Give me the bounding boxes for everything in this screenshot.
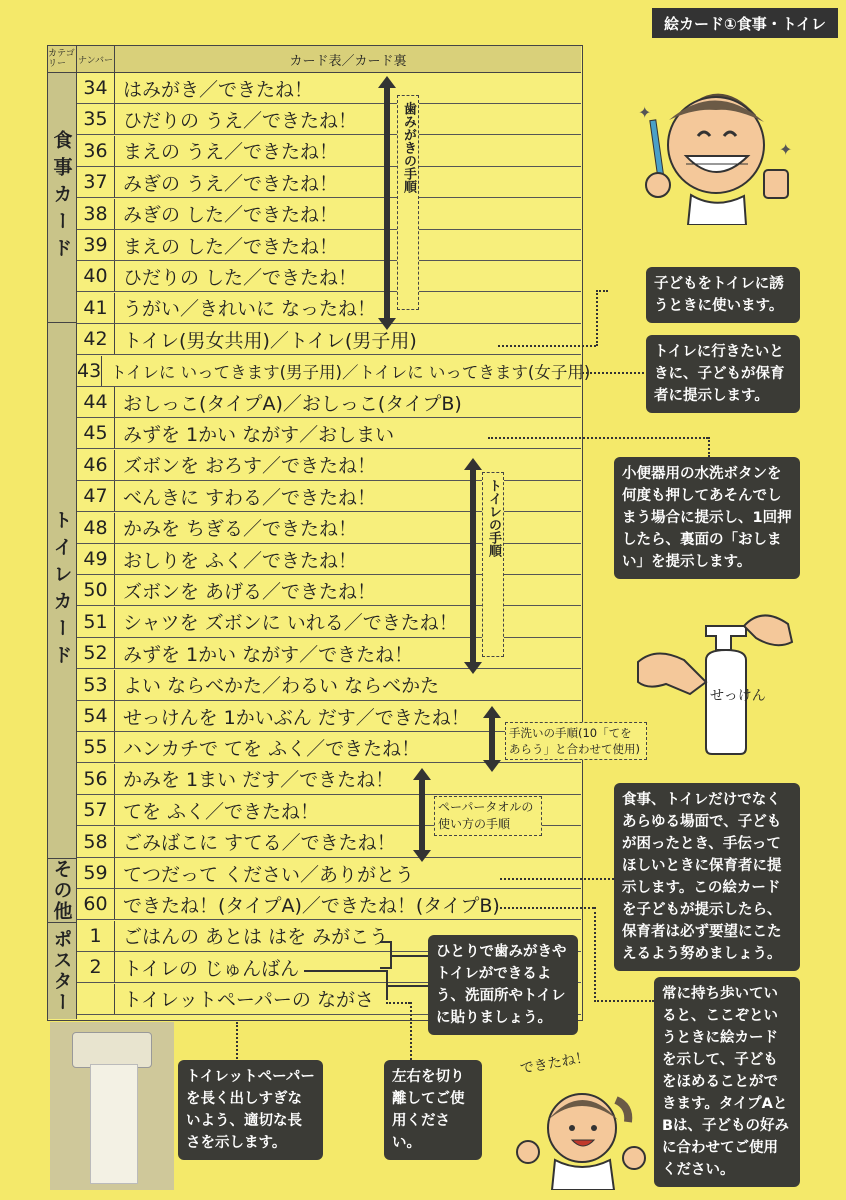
row-card-text: みずを 1かい ながす／おしまい [123,423,395,446]
row-number: 45 [77,418,115,448]
leader-line [594,907,596,1002]
row-card-text: トイレ(男女共用)／トイレ(男子用) [123,329,417,352]
row-card-text: トイレの じゅんばん [123,957,300,980]
row-card-text: ズボンを あげる／できたね！ [123,580,377,603]
table-row [77,356,591,387]
row-number: 34 [77,73,115,103]
row-number: 54 [77,701,115,731]
leader-line [488,437,708,439]
poster-bracket [380,941,392,969]
row-card-text: トイレに いってきます(男子用)／トイレに いってきます(女子用) [110,362,591,382]
row-card-text: ズボンを おろす／できたね！ [123,455,377,478]
paper-towel-arrow [419,774,425,854]
leader-line [498,345,596,347]
toilet-paper-photo [50,1022,174,1190]
svg-text:✦: ✦ [779,140,793,159]
girl-cheering-illustration [500,1040,650,1190]
row-card-text: できたね！(タイプA)／できたね！(タイプB) [123,894,500,917]
row-number: 35 [77,104,115,134]
row-number: 46 [77,450,115,480]
row-card-text: ハンカチで てを ふく／できたね！ [123,737,421,760]
category-poster: ポスター [48,923,77,1019]
table-row [77,136,581,167]
row-card-text: おしりを ふく／できたね！ [123,549,358,572]
row-card-text: トイレットペーパーの ながさ [123,989,374,1012]
note-paper-length: トイレットペーパーを長く出しすぎないよう、適切な長さを示します。 [178,1060,323,1160]
table-row [77,450,581,481]
girl-speech-text: できたね！ [518,1049,591,1078]
toilet-steps-label: トイレの手順 [482,472,504,657]
row-number: 47 [77,481,115,511]
row-number: 1 [77,921,115,951]
row-number: 38 [77,199,115,229]
table-row [77,324,581,355]
leader-line [594,1000,654,1002]
arrow-head-down [464,662,482,674]
row-card-text: てつだって ください／ありがとう [123,863,415,886]
category-other: その他 [48,859,77,923]
row-number: 43 [77,356,102,386]
leader-line [582,372,648,374]
arrow-head-down [413,850,431,862]
row-number: 37 [77,167,115,197]
poster-bracket-line [392,955,430,957]
table-row [77,607,581,638]
table-row [77,670,581,701]
soap-label: せっけん [710,688,766,704]
row-number: 58 [77,827,115,857]
brushing-arrow [384,82,390,322]
boy-brushing-illustration [636,60,796,225]
row-number: 50 [77,575,115,605]
arrow-head-up [464,458,482,470]
leader-line [386,1002,410,1004]
row-card-text: よい ならべかた／わるい ならべかた [123,675,440,698]
table-row [77,858,581,889]
row-number: 41 [77,293,115,323]
row-card-text: ごみばこに すてる／できたね！ [123,832,396,855]
note-cut-apart: 左右を切り離してご使用ください。 [384,1060,482,1160]
arrow-head-up [413,768,431,780]
row-number: 60 [77,889,115,919]
table-row [77,104,581,135]
table-row [77,418,581,449]
row-card-text: せっけんを 1かいぶん だす／できたね！ [123,706,470,729]
table-row [77,73,581,104]
svg-text:✦: ✦ [638,103,652,122]
table-row [77,481,581,512]
poster-bracket [304,970,388,1000]
poster-bracket-line [388,985,430,987]
row-card-text: べんきに すわる／できたね！ [123,486,377,509]
row-card-text: まえの した／できたね！ [123,235,339,258]
row-number: 44 [77,387,115,417]
leader-line [236,1022,238,1062]
brushing-steps-label: 歯みがきの手順 [397,95,419,310]
row-number: 39 [77,230,115,260]
row-card-text: てを ふく／できたね！ [123,800,320,823]
leader-line [596,290,598,346]
row-number: 36 [77,136,115,166]
row-number: 53 [77,670,115,700]
row-number: 2 [77,952,115,982]
arrow-head-up [378,76,396,88]
table-row [77,199,581,230]
paper-holder [72,1032,152,1068]
table-row [77,544,581,575]
soap-pump-illustration [636,606,796,756]
arrow-head-up [483,706,501,718]
note-toilet-invite: 子どもをトイレに誘うときに使います。 [646,267,800,323]
table-row [77,387,581,418]
table-row [77,513,581,544]
col-category-header: カテゴリー [48,46,77,73]
leader-line [496,907,594,909]
row-card-text: ごはんの あとは はを みがこう [123,926,389,949]
paper-strip [90,1064,138,1184]
row-card-text: みぎの した／できたね！ [123,204,339,227]
leader-line [410,1002,412,1060]
handwash-arrow [489,712,495,764]
table-row [77,638,581,669]
leader-line [596,290,608,292]
row-number: 48 [77,513,115,543]
arrow-head-down [378,318,396,330]
row-card-text: シャツを ズボンに いれる／できたね！ [123,612,458,635]
handwash-steps-label: 手洗いの手順(10「てを あらう」と合わせて使用) [505,722,647,760]
row-card-text: まえの うえ／できたね！ [123,141,339,164]
table-row [77,230,581,261]
table-row [77,575,581,606]
category-toilet: トイレカード [48,323,77,859]
paper-towel-steps-label: ペーパータオルの 使い方の手順 [434,796,542,836]
note-praise-card: 常に持ち歩いていると、ここぞというときに絵カードを示して、子どもをほめることができます。タイプAとBは、子どもの好みに合わせてご使用ください。 [654,977,800,1187]
table-row [77,261,581,292]
toilet-arrow [470,466,476,666]
row-number: 51 [77,607,115,637]
arrow-head-down [483,760,501,772]
row-number: 59 [77,858,115,888]
note-flush-button: 小便器用の水洗ボタンを何度も押してあそんでしまう場合に提示し、1回押したら、裏面の「おしまい」を提示します。 [614,457,800,579]
row-number: 52 [77,638,115,668]
row-card-text: はみがき／できたね！ [123,78,314,101]
row-number: 56 [77,764,115,794]
row-card-text: ひだりの した／できたね！ [123,266,358,289]
row-card-text: かみを ちぎる／できたね！ [123,518,358,541]
row-card-text: みぎの うえ／できたね！ [123,172,339,195]
row-card-text: おしっこ(タイプA)／おしっこ(タイプB) [123,392,462,415]
row-number: 49 [77,544,115,574]
leader-line [708,437,710,457]
note-help-card: 食事、トイレだけでなくあらゆる場面で、子どもが困ったとき、手伝ってほしいときに保育者に提示します。この絵カードを子どもが提示したら、保育者は必ず要望にこたえるよう努めましょう。 [614,783,800,971]
row-number [77,984,115,1014]
leader-line [500,878,614,880]
table-row [77,167,581,198]
row-number: 55 [77,732,115,762]
row-card-text: ひだりの うえ／できたね！ [123,109,358,132]
table-row [77,293,581,324]
col-cards-header: カード表／カード裏 [115,46,581,73]
row-number: 57 [77,795,115,825]
note-poster-placement: ひとりで歯みがきやトイレができるよう、洗面所やトイレに貼りましょう。 [428,935,578,1035]
note-toilet-request: トイレに行きたいときに、子どもが保育者に提示します。 [646,335,800,413]
table-row [77,889,581,920]
row-card-text: みずを 1かい ながす／できたね！ [123,643,414,666]
category-food: 食事カード [48,73,77,323]
col-number-header: ナンバー [77,46,115,73]
row-number: 42 [77,324,115,354]
table-row [77,764,581,795]
row-number: 40 [77,261,115,291]
row-card-text: かみを 1まい だす／できたね！ [123,769,395,792]
page-header-tag: 絵カード①食事・トイレ [652,8,838,38]
row-card-text: うがい／きれいに なったね！ [123,298,377,321]
